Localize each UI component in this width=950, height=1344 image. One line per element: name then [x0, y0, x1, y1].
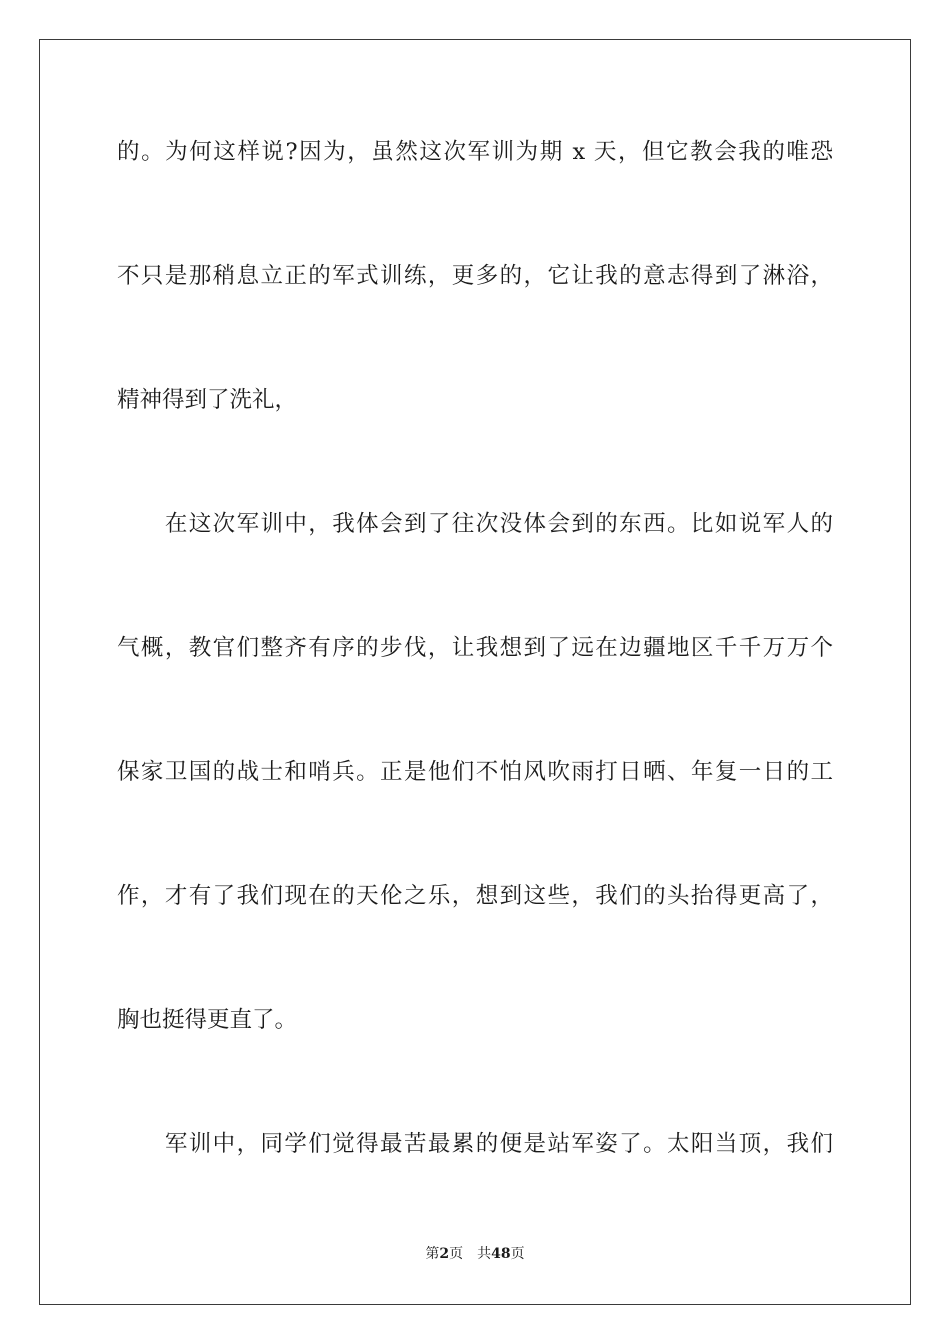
- total-pages: 48: [491, 1246, 511, 1262]
- page-number: 2: [439, 1246, 450, 1262]
- total-prefix: 共: [477, 1246, 492, 1262]
- text-line: 的。为何这样说?因为，虽然这次军训为期 x 天，但它教会我的唯恐: [117, 139, 833, 165]
- text-line: 作，才有了我们现在的天伦之乐，想到这些，我们的头抬得更高了，: [117, 883, 833, 909]
- text-line: 不只是那稍息立正的军式训练，更多的，它让我的意志得到了淋浴，: [117, 263, 833, 289]
- text-line: 气概，教官们整齐有序的步伐，让我想到了远在边疆地区千千万万个: [117, 635, 833, 661]
- page-border: [39, 39, 911, 1305]
- text-line: 胸也挺得更直了。: [117, 1007, 298, 1033]
- text-line: 在这次军训中，我体会到了往次没体会到的东西。比如说军人的: [117, 511, 833, 537]
- text-line: 保家卫国的战士和哨兵。正是他们不怕风吹雨打日晒、年复一日的工: [117, 759, 833, 785]
- total-suffix: 页: [510, 1246, 525, 1262]
- text-line: 军训中，同学们觉得最苦最累的便是站军姿了。太阳当顶，我们: [117, 1131, 833, 1157]
- page-footer: [0, 1245, 950, 1263]
- text-line: 精神得到了洗礼，: [117, 387, 298, 413]
- page-suffix: 页: [449, 1246, 464, 1262]
- page-prefix: 第: [425, 1246, 440, 1262]
